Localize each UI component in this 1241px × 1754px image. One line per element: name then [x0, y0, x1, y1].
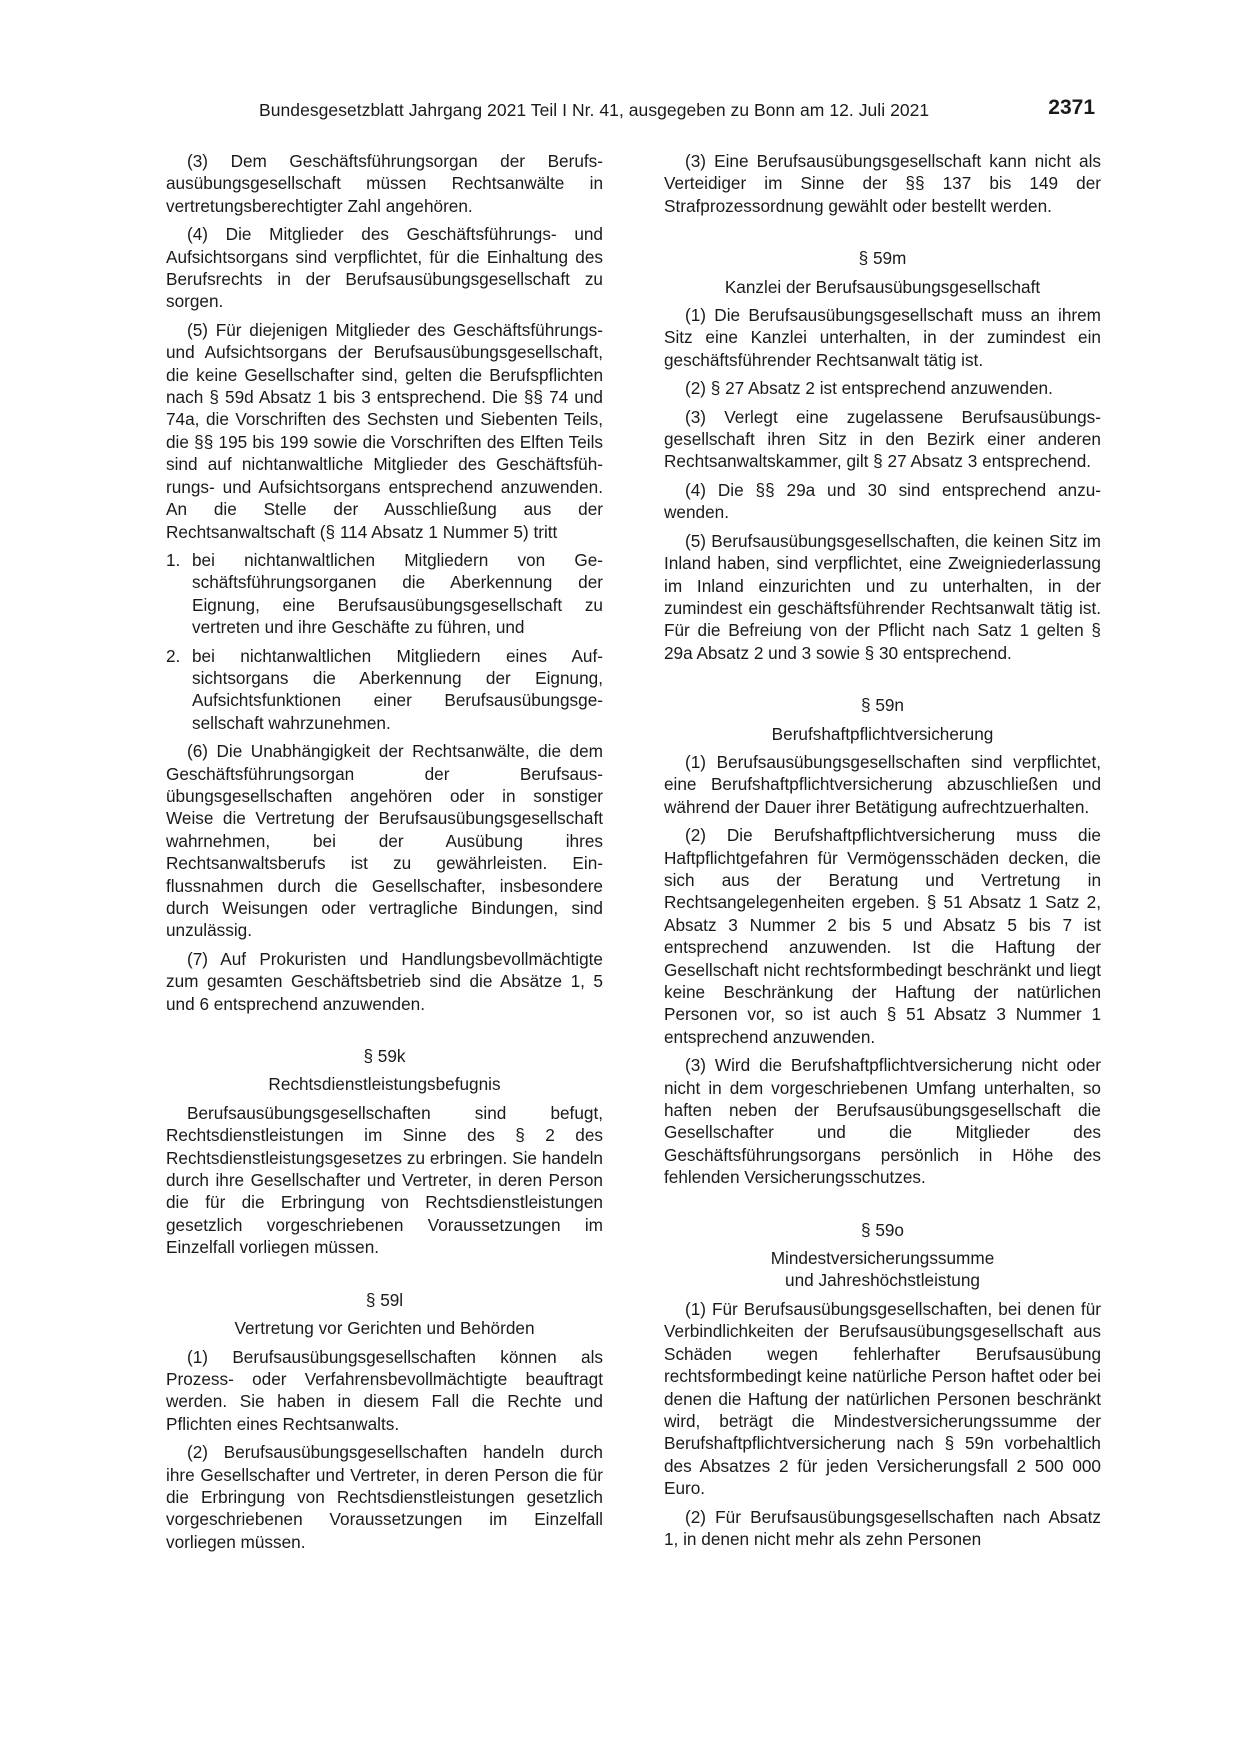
list-item-number: 2.: [166, 645, 181, 666]
section-number-59m: § 59m: [858, 248, 907, 269]
paragraph-59l-2: (2) Berufsausübungsgesellschaften handeln durch ihre Gesellschafter und Vertreter, in deren Person die für die Erbringung von Rechtsdienstleistungen gesetzlich vorgeschriebenen Voraussetzungen im Einzelfall vorliegen müssen.: [166, 1442, 603, 1552]
paragraph-59m-1: (1) Die Berufsausübungsgesellschaft muss an ihrem Sitz eine Kanzlei unterhalten, in der zumindest ein geschäftsführender Rechtsanwalt tätig ist.: [664, 305, 1101, 370]
section-number-59o: § 59o: [860, 1219, 904, 1240]
paragraph-59k: Berufsausübungsgesellschaften sind befugt, Rechtsdienstleistungen im Sinne des § 2 des Rechtsdienstleistungsgesetzes zu erbringen. Sie handeln durch ihre Gesellschafter und Vertreter, in deren Person die für die Erbringung von Rechtsdienstleistungen gesetzlich vorgeschriebenen Voraussetzungen im Einzelfall vorliegen müssen.: [166, 1102, 603, 1258]
paragraph-59m-5: (5) Berufsausübungsgesellschaften, die keinen Sitz im Inland haben, sind verpflichtet, eine Zweigniederlassung im Inland einzurichten und zu unterhalten, in der zumindest ein geschäftsführender Rechtsanwalt tätig ist. Für die Befreiung von der Pflicht nach Satz 1 gelten § 29a Absatz 2 und 3 sowie § 30 entsprechend.: [664, 530, 1101, 663]
page-number: 2371: [1048, 96, 1095, 119]
paragraph-59m-4: (4) Die §§ 29a und 30 sind entsprechend anzuwenden.: [664, 479, 1101, 523]
list-item: [166, 645, 603, 735]
paragraph-59j-6: (6) Die Unabhängigkeit der Rechtsanwälte, die dem Geschäftsführungsorgan der Berufsausübungsgesellschaften angehören oder in sonstiger Weise die Vertretung der Berufsausübungsgesellschaft wahrnehmen, bei der Ausübung ihres Rechtsanwaltsberufs ist zu gewährleisten. Einflussnahmen durch die Gesellschafter, insbesondere durch Weisungen oder vertragliche Bindungen, sind unzulässig.: [166, 741, 603, 941]
paragraph-59j-7: (7) Auf Prokuristen und Handlungsbevollmächtigte zum gesamten Geschäftsbetrieb sind die Absätze 1, 5 und 6 entsprechend anzuwenden.: [166, 948, 603, 1014]
right-column: [664, 150, 1101, 1556]
left-column: [166, 150, 603, 1559]
paragraph-59n-3: (3) Wird die Berufshaftpflichtversicherung nicht oder nicht in dem vorgeschriebenen Umfang unterhalten, so haften neben der Berufsausübungsgesellschaft die Gesellschafter und die Mitglieder des Geschäftsführungsorgans persönlich in Höhe des fehlenden Versicherungsschutzes.: [664, 1055, 1101, 1188]
list-item-text: bei nichtanwaltlichen Mitgliedern eines Aufsichtsorgans die Aberkennung der Eignung, Aufsichtsfunktionen einer Berufsausübungsgesellschaft wahrzunehmen.: [192, 645, 603, 733]
paragraph-59j-4: (4) Die Mitglieder des Geschäftsführungs- und Aufsichtsorgans sind verpflichtet, für die Einhaltung des Berufsrechts in der Berufsausübungsgesellschaft zu sorgen.: [166, 224, 603, 312]
paragraph-59m-3: (3) Verlegt eine zugelassene Berufsausübungsgesellschaft ihren Sitz in den Bezirk einer anderen Rechtsanwaltskammer, gilt § 27 Absatz 3 entsprechend.: [664, 406, 1101, 472]
section-title-59k: Rechtsdienstleistungsbefugnis: [268, 1074, 501, 1095]
section-title-59n: Berufshaftpflichtversicherung: [771, 723, 994, 744]
section-title-59o-line1: Mindestversicherungssumme: [770, 1248, 995, 1269]
paragraph-59o-1: (1) Für Berufsausübungsgesellschaften, bei denen für Verbindlichkeiten der Berufsausübungsgesellschaft aus Schäden wegen fehlerhafter Berufsausübung rechtsformbedingt keine natürliche Person haftet oder bei denen die Haftung der natürlichen Personen beschränkt wird, beträgt die Mindestversicherungssumme der Berufshaftpflichtversicherung nach § 59n vorbehaltlich des Absatzes 2 für jeden Versicherungsfall 2 500 000 Euro.: [664, 1298, 1101, 1499]
section-number-59l: § 59l: [365, 1289, 404, 1310]
section-title-59l: Vertretung vor Gerichten und Behörden: [234, 1318, 535, 1339]
paragraph-59l-3: (3) Eine Berufsausübungsgesellschaft kann nicht als Verteidiger im Sinne der §§ 137 bis 149 der Strafprozessordnung gewählt oder bestellt werden.: [664, 151, 1101, 216]
section-title-59m: Kanzlei der Berufsausübungsgesellschaft: [724, 276, 1041, 297]
section-title-59o-line2: und Jahreshöchstleistung: [785, 1270, 980, 1291]
paragraph-59n-2: (2) Die Berufshaftpflichtversicherung muss die Haftpflichtgefahren für Vermögensschäden decken, die sich aus der Beratung und Vertretung in Rechtsangelegenheiten ergeben. § 51 Absatz 1 Satz 2, Absatz 3 Nummer 2 bis 5 und Absatz 5 bis 7 ist entsprechend anzuwenden. Ist die Haftung der Gesellschaft nicht rechtsformbedingt beschränkt und liegt keine Beschränkung der Haftung der natürlichen Personen vor, so ist auch § 51 Absatz 3 Nummer 1 entsprechend anzuwenden.: [664, 825, 1101, 1047]
paragraph-59j-5: (5) Für diejenigen Mitglieder des Geschäftsführungs- und Aufsichtsorgans der Berufsausübungsgesellschaft, die keine Gesellschafter sind, gelten die Berufspflichten nach § 59d Absatz 1 bis 3 entsprechend. Die §§ 74 und 74a, die Vorschriften des Sechsten und Siebenten Teils, die §§ 195 bis 199 sowie die Vorschriften des Elften Teils sind auf nichtanwaltliche Mitglieder des Geschäftsführungs- und Aufsichtsorgans entsprechend anzuwenden. An die Stelle der Ausschließung aus der Rechtsanwaltschaft (§ 114 Absatz 1 Nummer 5) tritt: [166, 319, 603, 542]
section-number-59k: § 59k: [363, 1046, 406, 1067]
page-header: [165, 96, 1095, 126]
running-header-title: Bundesgesetzblatt Jahrgang 2021 Teil I Nr. 41, ausgegeben zu Bonn am 12. Juli 2021: [259, 100, 930, 120]
paragraph-59n-1: (1) Berufsausübungsgesellschaften sind verpflichtet, eine Berufshaftpflichtversicherung abzuschließen und während der Dauer ihrer Betätigung aufrechtzuerhalten.: [664, 751, 1101, 817]
section-number-59n: § 59n: [860, 695, 904, 716]
paragraph-59o-2: (2) Für Berufsausübungsgesellschaften nach Absatz 1, in denen nicht mehr als zehn Personen: [664, 1506, 1101, 1549]
list-item-number: 1.: [166, 549, 181, 570]
list-item-text: bei nichtanwaltlichen Mitgliedern von Geschäftsführungsorganen die Aberkennung der Eignung, eine Berufsausübungsgesellschaft zu vertreten und ihre Geschäfte zu führen, und: [192, 549, 603, 638]
paragraph-59l-1: (1) Berufsausübungsgesellschaften können als Prozess- oder Verfahrensbevollmächtigte beauftragt werden. Sie haben in diesem Fall die Rechte und Pflichten eines Rechtsanwalts.: [166, 1346, 603, 1434]
list-item: [166, 549, 603, 639]
paragraph-59j-3: (3) Dem Geschäftsführungsorgan der Berufsausübungsgesellschaft müssen Rechtsanwälte in vertretungsberechtigter Zahl angehören.: [166, 151, 603, 216]
paragraph-59m-2: (2) § 27 Absatz 2 ist entsprechend anzuwenden.: [685, 378, 1053, 399]
